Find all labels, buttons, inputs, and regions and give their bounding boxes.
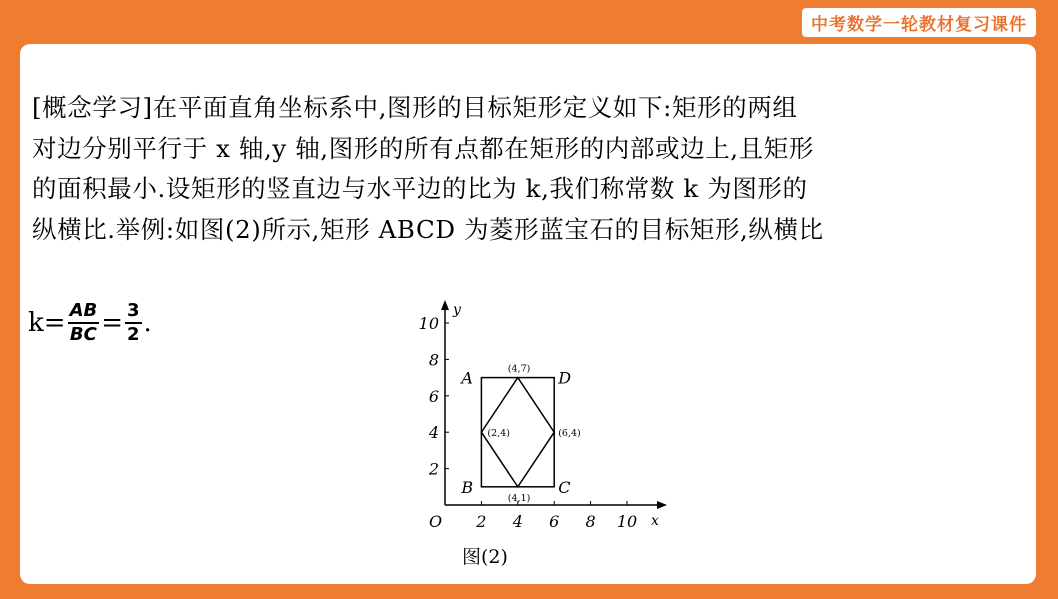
concept-line: 对边分别平行于 x 轴,y 轴,图形的所有点都在矩形的内部或边上,且矩形 bbox=[32, 133, 814, 163]
concept-line: 纵横比.举例:如图(2)所示,矩形 ABCD 为菱形蓝宝石的目标矩形,纵横比 bbox=[32, 214, 824, 244]
course-title-badge: 中考数学一轮教材复习课件 bbox=[802, 8, 1036, 37]
vertex-label-c: C bbox=[558, 477, 571, 497]
fraction-ab-bc bbox=[68, 300, 100, 346]
fraction-denominator: BC bbox=[69, 324, 97, 345]
vertex-label-a: A bbox=[461, 368, 473, 388]
origin-label: O bbox=[429, 512, 443, 531]
x-tick-label: 6 bbox=[549, 512, 560, 531]
figure-caption: 图(2) bbox=[462, 546, 508, 568]
point-label: (4,1) bbox=[507, 492, 531, 504]
fraction-denominator: 2 bbox=[127, 324, 140, 345]
y-axis-arrow bbox=[441, 300, 449, 310]
aspect-ratio-formula bbox=[28, 300, 152, 346]
concept-line: 的面积最小.设矩形的竖直边与水平边的比为 k,我们称常数 k 为图形的 bbox=[32, 174, 808, 203]
x-tick-label: 8 bbox=[585, 512, 596, 531]
formula-period: . bbox=[143, 308, 152, 338]
y-tick-label: 2 bbox=[428, 459, 439, 479]
figure-labels bbox=[419, 302, 659, 531]
y-tick-label: 6 bbox=[428, 386, 439, 406]
x-axis-arrow bbox=[657, 501, 667, 509]
concept-line: [概念学习]在平面直角坐标系中,图形的目标矩形定义如下:矩形的两组 bbox=[32, 93, 798, 122]
formula-equals: = bbox=[43, 308, 66, 338]
fraction-numerator: 3 bbox=[125, 300, 142, 324]
formula-k: k bbox=[28, 308, 44, 338]
point-label: (6,4) bbox=[558, 428, 581, 440]
coordinate-figure bbox=[412, 300, 682, 540]
point-label: (2,4) bbox=[487, 428, 510, 440]
y-axis-label: y bbox=[453, 302, 461, 318]
x-tick-label: 2 bbox=[476, 512, 487, 531]
x-tick-label: 10 bbox=[616, 512, 638, 531]
vertex-label-d: D bbox=[558, 368, 572, 388]
y-tick-label: 4 bbox=[428, 423, 439, 443]
vertex-label-b: B bbox=[461, 477, 474, 497]
fraction-numerator: AB bbox=[68, 300, 100, 324]
formula-equals: = bbox=[101, 308, 124, 338]
x-axis-label: x bbox=[651, 513, 659, 529]
concept-paragraph bbox=[32, 88, 1032, 250]
x-tick-label: 4 bbox=[512, 512, 523, 531]
fraction-three-halves bbox=[125, 300, 142, 346]
point-label: (4,7) bbox=[507, 363, 531, 375]
y-tick-label: 8 bbox=[428, 350, 439, 370]
y-tick-label: 10 bbox=[418, 314, 439, 333]
